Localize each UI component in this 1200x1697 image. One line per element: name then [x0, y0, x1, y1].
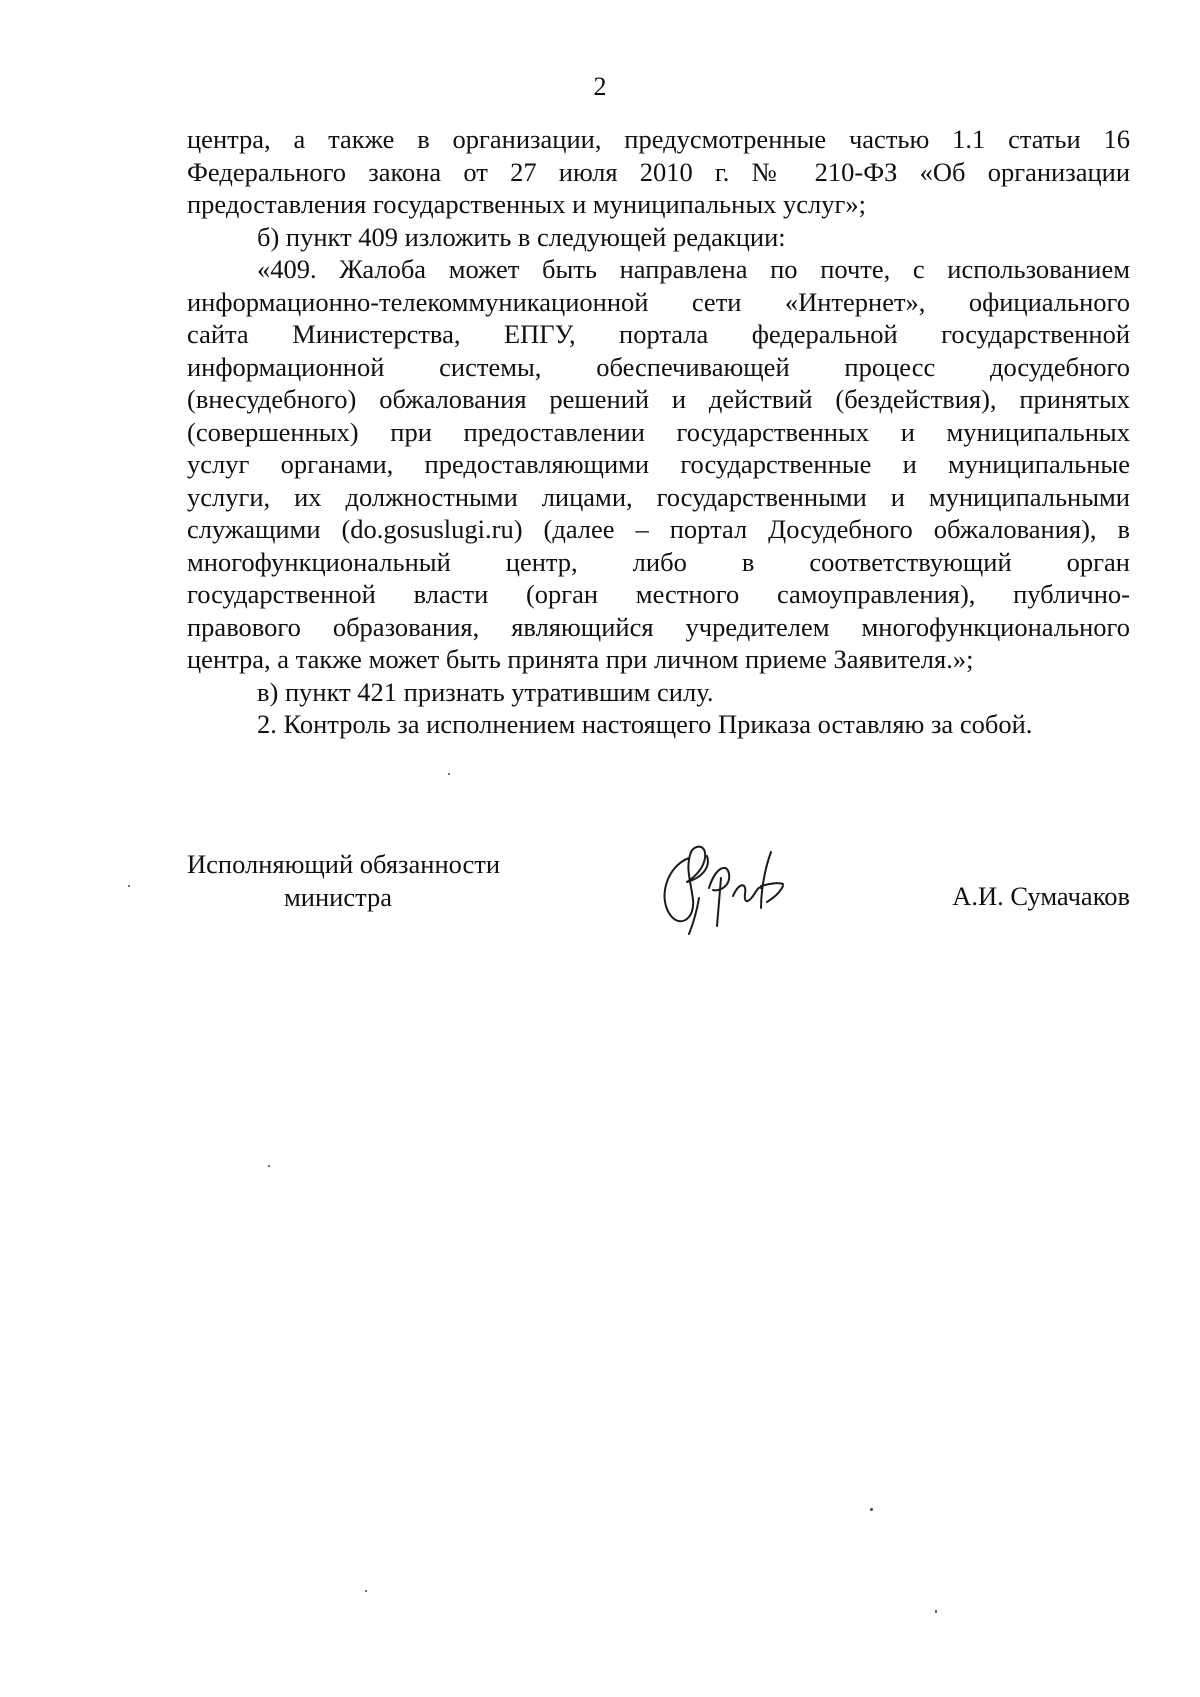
text-line: предоставления государственных и муниципальных услуг»;: [187, 189, 866, 219]
text-line: многофункциональный центр, либо в соответствующий орган: [187, 546, 1130, 577]
text-line: Федерального закона от 27 июля 2010 г. № 210-ФЗ «Об организации: [187, 156, 1130, 187]
handwritten-signature: [649, 838, 809, 938]
scan-speck: [128, 885, 130, 887]
paragraph: [187, 123, 1130, 221]
text-line: центра, а также в организации, предусмотренные частью 1.1 статьи 16: [187, 124, 1130, 154]
text-line: (внесудебного) обжалования решений и действий (бездействия), принятых: [187, 384, 1130, 414]
scan-speck: [365, 1590, 367, 1592]
paragraph: [187, 676, 1130, 709]
paragraph: [187, 221, 1130, 254]
scan-speck: [935, 1610, 937, 1613]
text-line: правового образования, являющийся учредителем многофункционального: [187, 611, 1130, 642]
text-line: услуги, их должностными лицами, государственными и муниципальными: [187, 481, 1130, 512]
position-line: Исполняющий обязанности: [187, 849, 501, 879]
scan-speck: [448, 773, 450, 775]
text-line: сайта Министерства, ЕПГУ, портала федеральной государственной: [187, 319, 1130, 349]
scan-speck: [268, 1165, 270, 1167]
page-number: 2: [593, 72, 607, 101]
text-line: услуг органами, предоставляющими государственные и муниципальные: [187, 449, 1130, 479]
signatory-position: [187, 848, 500, 913]
text-line: служащими (do.gosuslugi.ru) (далее – портал Досудебного обжалования), в: [187, 514, 1130, 544]
text-line: в) пункт 421 признать утратившим силу.: [257, 676, 714, 707]
paragraph: [187, 253, 1130, 676]
text-line: «409. Жалоба может быть направлена по почте, с использованием: [257, 254, 1130, 284]
paragraph: [187, 708, 1130, 741]
signature-block: [187, 848, 1130, 938]
text-line: информационной системы, обеспечивающей процесс досудебного: [187, 351, 1130, 382]
position-line: министра: [284, 881, 392, 912]
text-line: государственной власти (орган местного самоуправления), публично-: [187, 579, 1130, 609]
document-body: [187, 123, 1130, 741]
text-line: информационно-телекоммуникационной сети «Интернет», официального: [187, 286, 1130, 317]
text-line: 2. Контроль за исполнением настоящего Приказа оставляю за собой.: [257, 709, 1033, 739]
text-line: б) пункт 409 изложить в следующей редакции:: [257, 221, 786, 252]
signatory-name: А.И. Сумачаков: [952, 881, 1130, 911]
scan-speck: [870, 1508, 873, 1511]
text-line: (совершенных) при предоставлении государственных и муниципальных: [187, 416, 1130, 447]
text-line: центра, а также может быть принята при личном приеме Заявителя.»;: [187, 644, 974, 674]
